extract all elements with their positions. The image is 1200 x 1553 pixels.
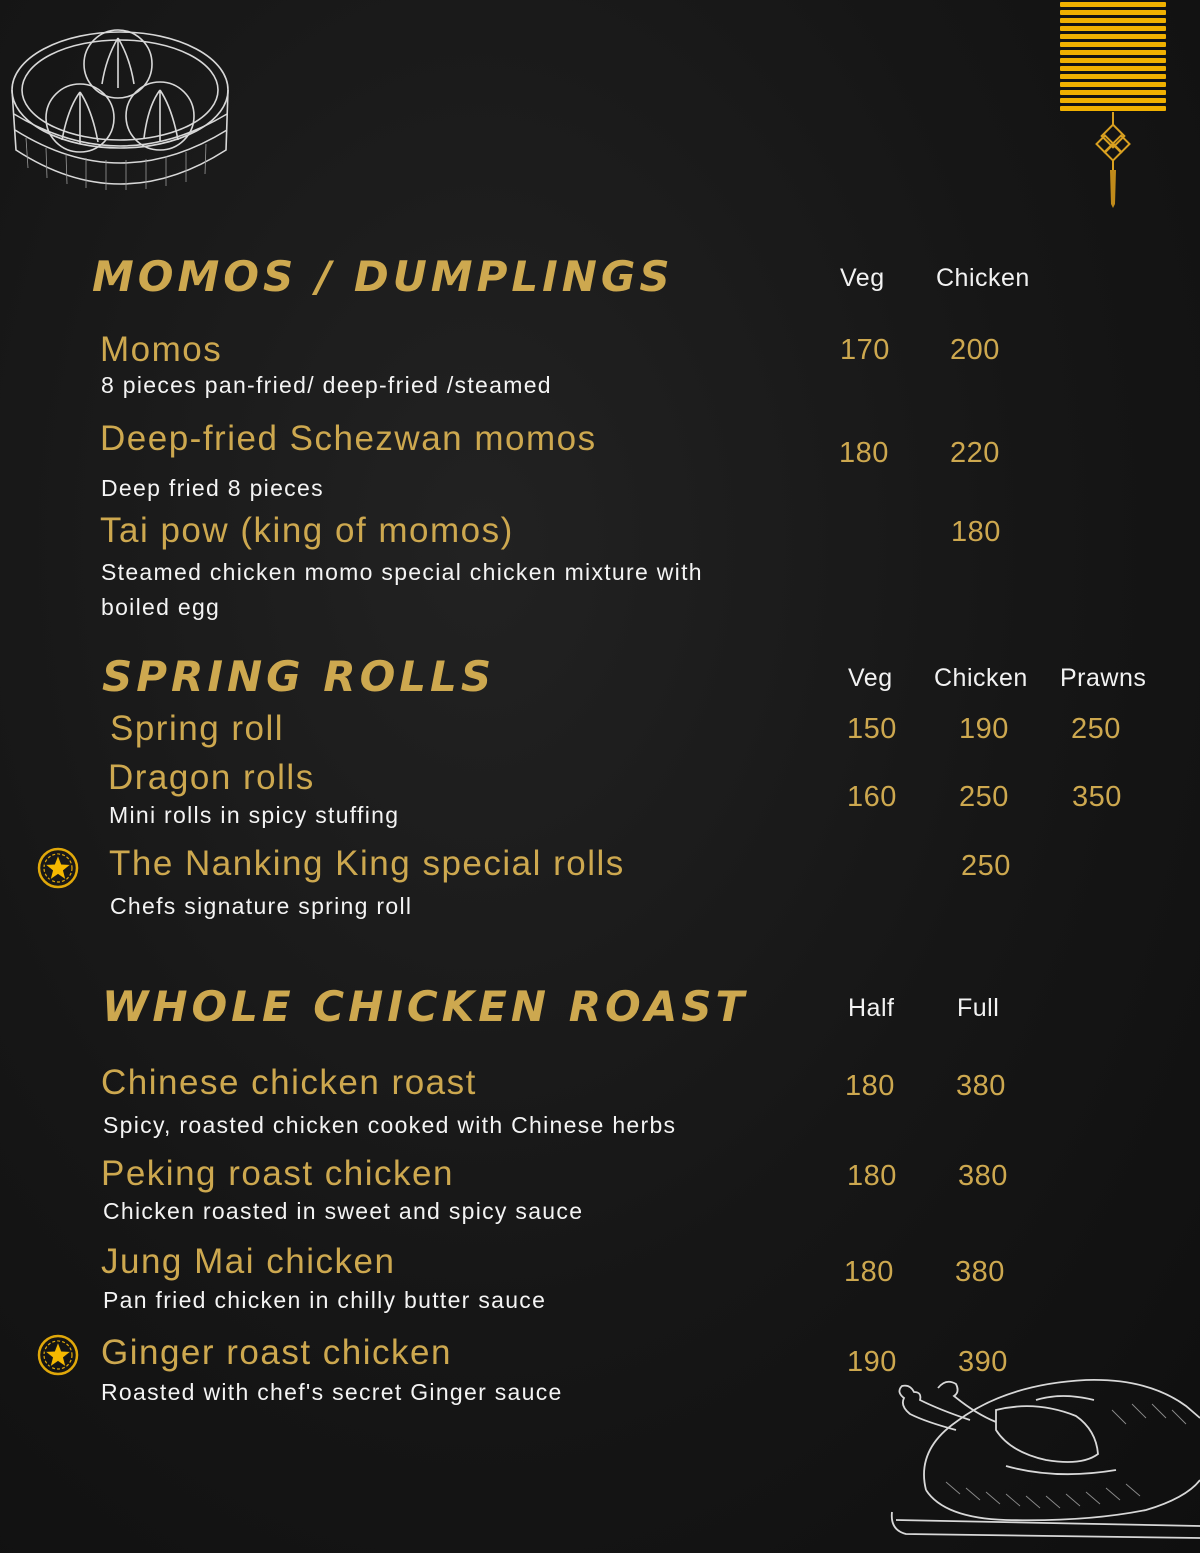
price-veg: 170 xyxy=(840,334,890,366)
price-prawns: 350 xyxy=(1072,781,1122,813)
menu-item-description: Steamed chicken momo special chicken mixture with xyxy=(101,559,703,585)
menu-item-name: Momos xyxy=(100,330,223,369)
menu-item-name: Jung Mai chicken xyxy=(101,1242,396,1281)
menu-item-name: Peking roast chicken xyxy=(101,1154,454,1193)
menu-item-name: Deep-fried Schezwan momos xyxy=(100,419,597,458)
section-title-momos: MOMOS / DUMPLINGS xyxy=(92,252,674,301)
price-chicken: 200 xyxy=(950,334,1000,366)
star-badge-icon xyxy=(36,846,80,890)
section-title-chicken-roast: WHOLE CHICKEN ROAST xyxy=(102,982,749,1031)
menu-item-description: Spicy, roasted chicken cooked with Chinese herbs xyxy=(103,1112,677,1138)
menu-item-description: Chicken roasted in sweet and spicy sauce xyxy=(103,1198,584,1224)
section-title-spring-rolls: SPRING ROLLS xyxy=(102,652,496,701)
chinese-lantern-icon xyxy=(1060,0,1166,210)
column-header-chicken: Chicken xyxy=(934,664,1028,692)
price-half: 180 xyxy=(844,1256,894,1288)
price-half: 180 xyxy=(845,1070,895,1102)
price-prawns: 250 xyxy=(1071,713,1121,745)
column-header-veg: Veg xyxy=(840,264,885,292)
column-header-veg: Veg xyxy=(848,664,893,692)
menu-item-name: Tai pow (king of momos) xyxy=(100,511,514,550)
column-header-chicken: Chicken xyxy=(936,264,1030,292)
price-half: 190 xyxy=(847,1346,897,1378)
price-full: 390 xyxy=(958,1346,1008,1378)
menu-item-description-cont: boiled egg xyxy=(101,594,221,620)
column-header-full: Full xyxy=(957,994,1000,1022)
price-chicken: 180 xyxy=(951,516,1001,548)
price-chicken: 250 xyxy=(959,781,1009,813)
steamer-basket-icon xyxy=(6,18,234,196)
price-full: 380 xyxy=(955,1256,1005,1288)
menu-item-name: The Nanking King special rolls xyxy=(109,844,625,883)
menu-item-name: Chinese chicken roast xyxy=(101,1063,477,1102)
menu-item-name: Dragon rolls xyxy=(108,758,315,797)
column-header-prawns: Prawns xyxy=(1060,664,1147,692)
roast-chicken-icon xyxy=(886,1370,1200,1553)
price-chicken: 220 xyxy=(950,437,1000,469)
price-full: 380 xyxy=(958,1160,1008,1192)
price-veg: 160 xyxy=(847,781,897,813)
menu-item-description: 8 pieces pan-fried/ deep-fried /steamed xyxy=(101,372,552,398)
price-full: 380 xyxy=(956,1070,1006,1102)
menu-item-description: Mini rolls in spicy stuffing xyxy=(109,802,400,828)
menu-item-description: Chefs signature spring roll xyxy=(110,893,413,919)
price-veg: 180 xyxy=(839,437,889,469)
column-header-half: Half xyxy=(848,994,895,1022)
price-veg: 150 xyxy=(847,713,897,745)
menu-item-name: Ginger roast chicken xyxy=(101,1333,452,1372)
menu-item-description: Roasted with chef's secret Ginger sauce xyxy=(101,1379,563,1405)
price-chicken: 190 xyxy=(959,713,1009,745)
menu-item-description: Pan fried chicken in chilly butter sauce xyxy=(103,1287,547,1313)
star-badge-icon xyxy=(36,1333,80,1377)
price-half: 180 xyxy=(847,1160,897,1192)
menu-item-description: Deep fried 8 pieces xyxy=(101,475,324,501)
menu-item-name: Spring roll xyxy=(110,709,285,748)
price-chicken: 250 xyxy=(961,850,1011,882)
